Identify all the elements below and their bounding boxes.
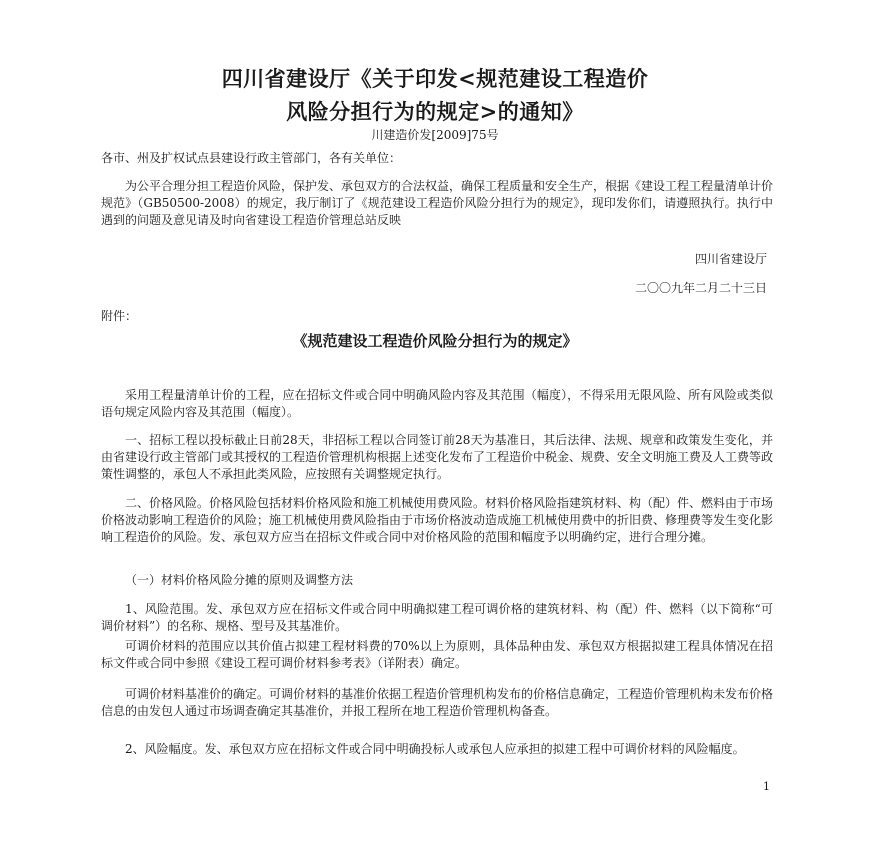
intro-paragraph: 为公平合理分担工程造价风险，保护发、承包双方的合法权益，确保工程质量和安全生产，根据《建设工程工程量清单计价规范》（GB50500-2008）的规定，我厅制订了《规范建设工程造价风险分担行为的规定》，现印发你们，请遵照执行。执行中遇到的问题及意见请及时向省建设工程造价管理总站反映	[101, 179, 774, 227]
body-paragraph: 可调价材料基准价的确定。可调价材料的基准价依据工程造价管理机构发布的价格信息确定，工程造价管理机构未发布价格信息的由发包人通过市场调查确定其基准价，并报工程所在地工程造价管理机构备查。	[101, 687, 774, 718]
body-paragraph: 二、价格风险。价格风险包括材料价格风险和施工机械使用费风险。材料价格风险指建筑材料、构（配）件、燃料由于市场价格波动影响工程造价的风险；施工机械使用费风险指由于市场价格波动造成施工机械使用费中的折旧费、修理费等发生变化影响工程造价的风险。发、承包双方应当在招标文件或合同中对价格风险的范围和幅度予以明确约定，进行合理分摊。	[101, 496, 774, 544]
body-paragraph: 采用工程量清单计价的工程，应在招标文件或合同中明确风险内容及其范围（幅度），不得采用无限风险、所有风险或类似语句规定风险内容及其范围（幅度）。	[101, 388, 773, 419]
body-paragraph: 可调价材料的范围应以其价值占拟建工程材料费的70%以上为原则，具体品种由发、承包双方根据拟建工程具体情况在招标文件或合同中参照《建设工程可调价材料参考表》（详附表）确定。	[101, 639, 773, 670]
body-paragraph: 1、风险范围。发、承包双方应在招标文件或合同中明确拟建工程可调价格的建筑材料、构（配）件、燃料（以下简称“可调价材料”）的名称、规格、型号及其基准价。	[101, 602, 773, 633]
attachment-title: 《规范建设工程造价风险分担行为的规定》	[292, 332, 578, 350]
section-heading: （一）材料价格风险分摊的原则及调整方法	[125, 573, 354, 587]
addressee: 各市、州及扩权试点县建设行政主管部门，各有关单位：	[101, 151, 402, 165]
body-paragraph: 2、风险幅度。发、承包双方应在招标文件或合同中明确投标人或承包人应承担的拟建工程中可调价材料的风险幅度。	[125, 742, 745, 756]
body-paragraph: 一、招标工程以投标截止日前28天，非招标工程以合同签订前28天为基准日，其后法律、法规、规章和政策发生变化，并由省建设行政主管部门或其授权的工程造价管理机构根据上述变化发布了工程造价中税金、规费、安全文明施工费及人工费等政策性调整的，承包人不承担此类风险，应按照有关调整规定执行。	[101, 433, 774, 481]
attachment-label: 附件：	[101, 309, 138, 323]
page-number: 1	[763, 780, 770, 793]
issue-date: 二〇〇九年二月二十三日	[634, 281, 767, 295]
document-title-line-1: 四川省建设厅《关于印发<规范建设工程造价	[221, 66, 649, 91]
document-number: 川建造价发[2009]75号	[371, 128, 499, 142]
document-title-line-2: 风险分担行为的规定>的通知》	[286, 99, 584, 124]
signature: 四川省建设厅	[694, 252, 767, 266]
